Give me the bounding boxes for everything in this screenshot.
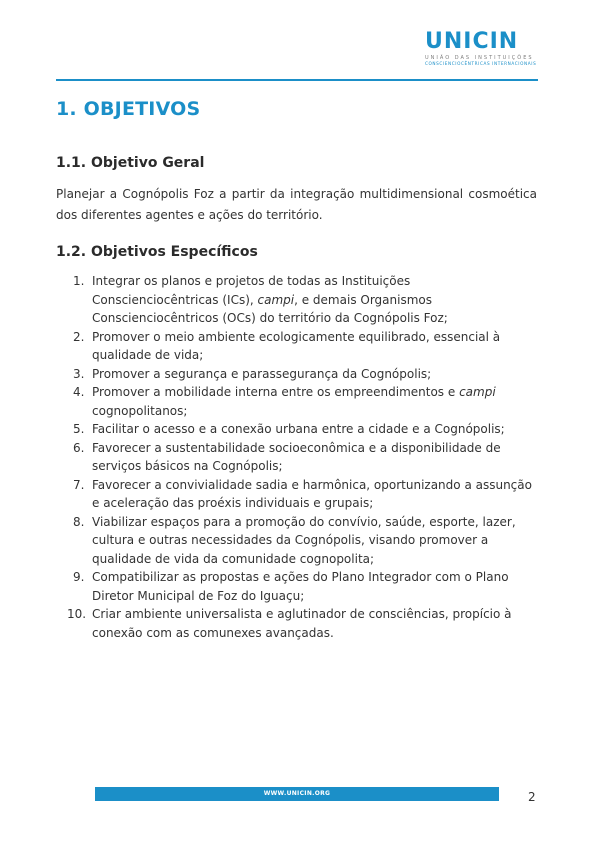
list-item-number: 9. [73,570,85,584]
list-item-number: 8. [73,514,85,529]
specific-objectives-list [56,272,539,642]
list-item-text: Criar ambiente universalista e aglutinador de consciências, propício à conexão com as comunexes avançadas. [92,607,512,640]
list-item [56,383,539,420]
list-item-text: Facilitar o acesso e a conexão urbana entre a cidade e a Cognópolis; [92,422,505,436]
list-item-number: 3. [73,366,85,381]
general-objective-text: Planejar a Cognópolis Foz a partir da integração multidimensional cosmoética dos diferentes agentes e ações do território. [56,187,537,222]
list-item-text: Favorecer a sustentabilidade socioeconômica e a disponibilidade de serviços básicos na Cognópolis; [92,440,501,473]
list-item-number: 7. [73,477,85,492]
list-item [56,513,539,569]
logo-wordmark: UNICIN [425,29,519,54]
list-item [56,439,539,476]
list-item-number: 2. [73,329,85,344]
list-item-text: Promover a segurança e parassegurança da Cognópolis; [92,366,432,381]
list-item-number: 5. [73,422,85,436]
logo-subtitle-line2: CONSCIENCIOCÊNTRICAS INTERNACIONAIS [425,61,537,66]
list-item [56,328,539,365]
list-item-text: Promover o meio ambiente ecologicamente equilibrado, essencial à qualidade de vida; [92,329,501,362]
list-item-text: Favorecer a convivialidade sadia e harmônica, oportunizando a assunção e aceleração das proéxis individuais e grupais; [92,477,532,510]
list-item-text: Viabilizar espaços para a promoção do convívio, saúde, esporte, lazer, cultura e outras necessidades da Cognópolis, visando promover a qualidade de vida da comunidade cognopolita; [92,514,516,566]
unicin-logo [421,29,537,67]
list-item-number: 1. [73,274,85,288]
specific-objectives-heading: 1.2. Objetivos Específicos [56,244,258,260]
list-item-number: 4. [73,385,85,399]
list-item-text: Compatibilizar as propostas e ações do Plano Integrador com o Plano Diretor Municipal de Foz do Iguaçu; [92,570,509,603]
general-objective-heading: 1.1. Objetivo Geral [56,155,205,171]
section-title: 1. OBJETIVOS [56,98,201,120]
italic-term: campi [459,385,496,399]
list-item [56,420,539,439]
header-divider [56,79,538,81]
list-item [56,365,539,384]
list-item-text: Integrar os planos e projetos de todas as Instituições Conscienciocêntricas (ICs), campi, e demais Organismos Conscienciocêntricos (OCs) do território da Cognópolis Foz; [92,274,448,325]
italic-term: campi [257,292,295,307]
list-item-number: 6. [73,440,85,455]
list-item [56,568,539,605]
footer-url[interactable]: WWW.UNICIN.ORG [263,790,331,797]
list-item [56,272,539,328]
list-item-text: Promover a mobilidade interna entre os empreendimentos e campi cognopolitanos; [92,385,496,418]
list-item [56,476,539,513]
page-number: 2 [528,790,536,804]
list-item-number: 10. [67,607,87,621]
logo-subtitle-line1: UNIÃO DAS INSTITUIÇÕES [425,55,534,61]
footer-url-bar [95,787,499,801]
list-item [56,605,539,642]
